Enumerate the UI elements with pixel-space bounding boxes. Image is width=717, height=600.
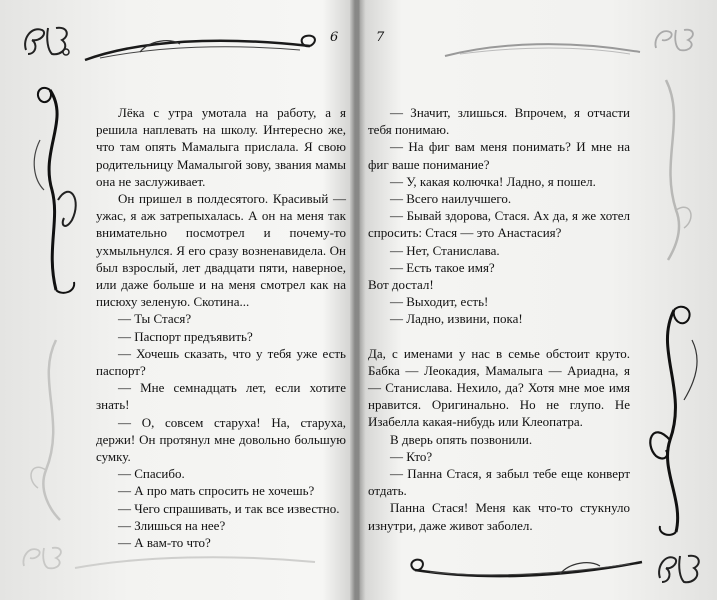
right-paragraph: — Нет, Станислава.: [390, 242, 500, 258]
flourish-bottom-right: [410, 548, 650, 584]
right-paragraph: — Выходит, есть!: [390, 294, 489, 310]
right-paragraph: Панна Стася! Меня как что-то стукнуло изнутри, даже живот заболел.: [368, 500, 630, 533]
right-paragraph: — Панна Стася, я забыл тебе еще конверт отдать.: [368, 466, 630, 499]
monogram-top-left: [18, 20, 78, 62]
right-paragraph: В дверь опять позвонили.: [390, 431, 533, 447]
left-paragraph: — Спасибо.: [118, 466, 185, 482]
right-paragraph: — Всего наилучшего.: [390, 191, 512, 207]
right-paragraph: — Бывай здорова, Стася. Ах да, я же хотел спросить: Стася — это Анастасия?: [368, 208, 630, 241]
flourish-left-vertical: [20, 80, 90, 300]
left-paragraph: — О, совсем старуха! На, старуха, держи! Он протянул мне довольно большую сумку.: [96, 414, 346, 465]
left-paragraph: — А про мать спросить не хочешь?: [118, 483, 315, 499]
right-page-text: [368, 104, 630, 534]
right-paragraph: Вот достал!: [368, 277, 434, 293]
left-paragraph: — Мне семнадцать лет, если хотите знать!: [96, 380, 346, 413]
left-paragraph: — А вам-то что?: [118, 535, 211, 551]
left-paragraph: — Чего спрашивать, и так все известно.: [118, 500, 340, 516]
left-paragraph: — Хочешь сказать, что у тебя уже есть паспорт?: [96, 345, 346, 379]
left-paragraph: — Паспорт предъявить?: [118, 328, 253, 344]
left-paragraph: — Злишься на нее?: [118, 517, 226, 533]
page-number-left: 6: [330, 30, 339, 45]
right-paragraph: — У, какая колючка! Ладно, я пошел.: [390, 173, 596, 189]
left-paragraph: Лёка с утра умотала на работу, а я решила наплевать на школу. Интересно же, что там опять Мамалыга прислала. Я свою родительницу Мамалыгой зову, звания мамы она не заслуживает.: [96, 105, 346, 189]
monogram-bottom-left: [18, 540, 68, 576]
monogram-bottom-right: [652, 548, 708, 588]
left-paragraph: — Ты Стася?: [118, 311, 192, 327]
flourish-left-lower: [16, 330, 86, 530]
right-paragraph: — Кто?: [390, 448, 433, 464]
left-page-text: [96, 104, 346, 551]
flourish-bottom-left: [70, 548, 320, 578]
right-paragraph: — Значит, злишься. Впрочем, я отчасти тебя понимаю.: [368, 105, 630, 138]
page-number-right: 7: [376, 30, 385, 45]
flourish-top-right: [440, 34, 650, 64]
book-gutter: [350, 0, 360, 600]
monogram-top-right: [650, 24, 700, 56]
right-paragraph: — Есть такое имя?: [390, 259, 495, 275]
flourish-right-upper: [646, 70, 706, 270]
right-paragraph: — На фиг вам меня понимать? И мне на фиг ваше понимание?: [368, 139, 630, 172]
left-paragraph: Он пришел в полдесятого. Красивый — ужас, я аж затрепыхалась. А он на меня так внимательно посмотрел и почему-то ухмыльнулся. Я его сразу возненавидела. Он был взрослый, лет двадцати пяти, наверное, или даже больше и на меня смотрел как на писюху зеленую. Скотина...: [96, 191, 346, 310]
flourish-right-lower: [640, 300, 710, 540]
right-paragraph: — Ладно, извини, пока!: [390, 311, 523, 327]
flourish-top-left: [80, 30, 320, 70]
right-paragraph: Да, с именами у нас в семье обстоит круто. Бабка — Леокадия, Мамалыга — Ариадна, я — Станислава. Нехило, да? Хотя мне мое имя нравится. Оригинально. Но не глупо. Не Изабелла какая-нибудь или Клеопатра.: [368, 345, 630, 430]
